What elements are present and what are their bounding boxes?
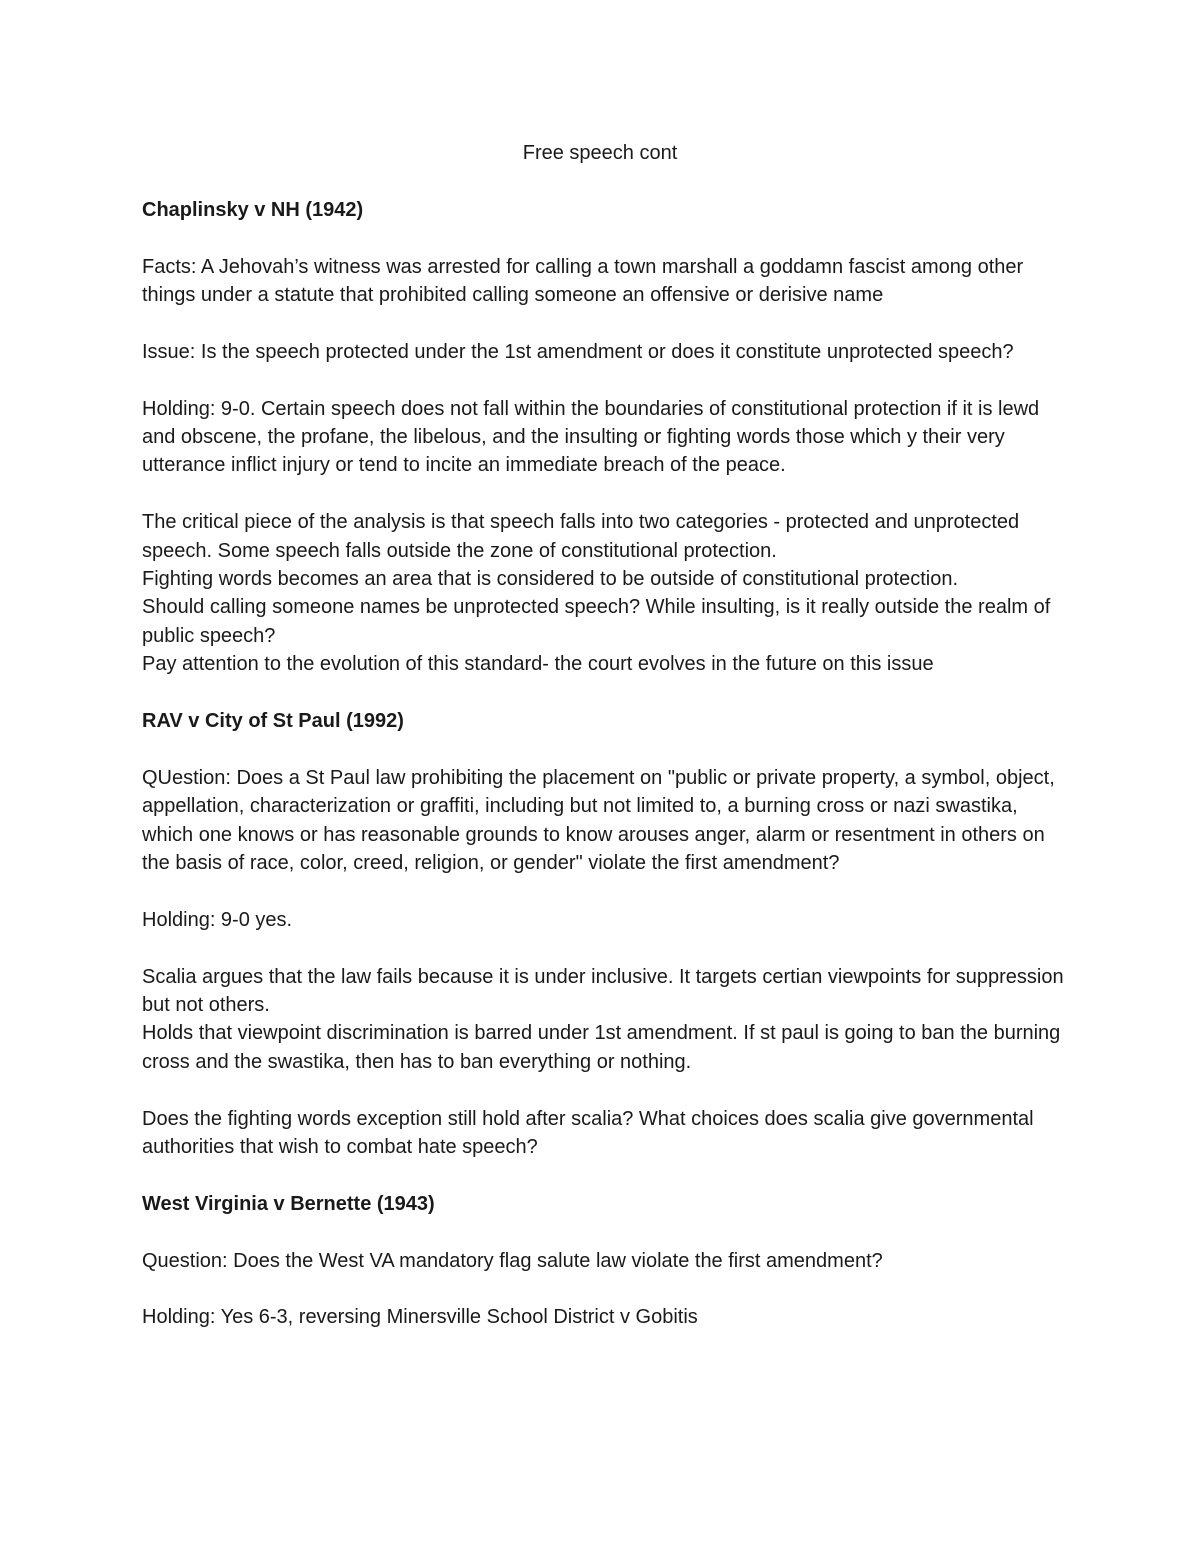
case-holding: Holding: 9-0. Certain speech does not fall within the boundaries of constitutional protection if it is lewd and obscene, the profane, the libelous, and the insulting or fighting words those which y their very utterance inflict injury or tend to incite an immediate breach of the peace.	[142, 397, 1040, 477]
case-facts: Facts: A Jehovah’s witness was arrested for calling a town marshall a goddamn fascist among other things under a statute that prohibited calling someone an offensive or derisive name	[142, 255, 1024, 306]
case-holding: Holding: Yes 6-3, reversing Minersville School District v Gobitis	[142, 1306, 698, 1329]
document-title: Free speech cont	[522, 142, 678, 164]
case-followup: Does the fighting words exception still hold after scalia? What choices does scalia give governmental authorities that wish to combat hate speech?	[142, 1107, 1034, 1159]
case-question: Question: Does the West VA mandatory flag salute law violate the first amendment?	[142, 1249, 883, 1272]
analysis-paragraph: Pay attention to the evolution of this standard- the court evolves in the future on this issue	[142, 653, 934, 676]
analysis-paragraph: Fighting words becomes an area that is considered to be outside of constitutional protection.	[142, 568, 959, 591]
case-heading-rav: RAV v City of St Paul (1992)	[142, 710, 404, 733]
case-question: QUestion: Does a St Paul law prohibiting the placement on "public or private property, a symbol, object, appellation, characterization or graffiti, including but not limited to, a burning cross or nazi swastika, which one knows or has reasonable grounds to know arouses anger, alarm or resentment in others on the basis of race, color, creed, religion, or gender" violate the first amendment?	[142, 766, 1055, 875]
case-issue: Issue: Is the speech protected under the 1st amendment or does it constitute unprotected speech?	[142, 340, 1014, 363]
case-heading-chaplinsky: Chaplinsky v NH (1942)	[142, 198, 364, 221]
document-body	[142, 139, 1067, 1360]
analysis-paragraph: Should calling someone names be unprotected speech? While insulting, is it really outside the realm of public speech?	[142, 596, 1051, 647]
case-heading-west-virginia: West Virginia v Bernette (1943)	[142, 1192, 435, 1215]
analysis-paragraph: Holds that viewpoint discrimination is barred under 1st amendment. If st paul is going to ban the burning cross and the swastika, then has to ban everything or nothing.	[142, 1022, 1061, 1073]
case-holding: Holding: 9-0 yes.	[142, 908, 293, 931]
analysis-paragraph: The critical piece of the analysis is that speech falls into two categories - protected and unprotected speech. Some speech falls outside the zone of constitutional protection.	[142, 511, 1020, 562]
analysis-paragraph: Scalia argues that the law fails because it is under inclusive. It targets certian viewpoints for suppression but not others.	[142, 965, 1064, 1017]
